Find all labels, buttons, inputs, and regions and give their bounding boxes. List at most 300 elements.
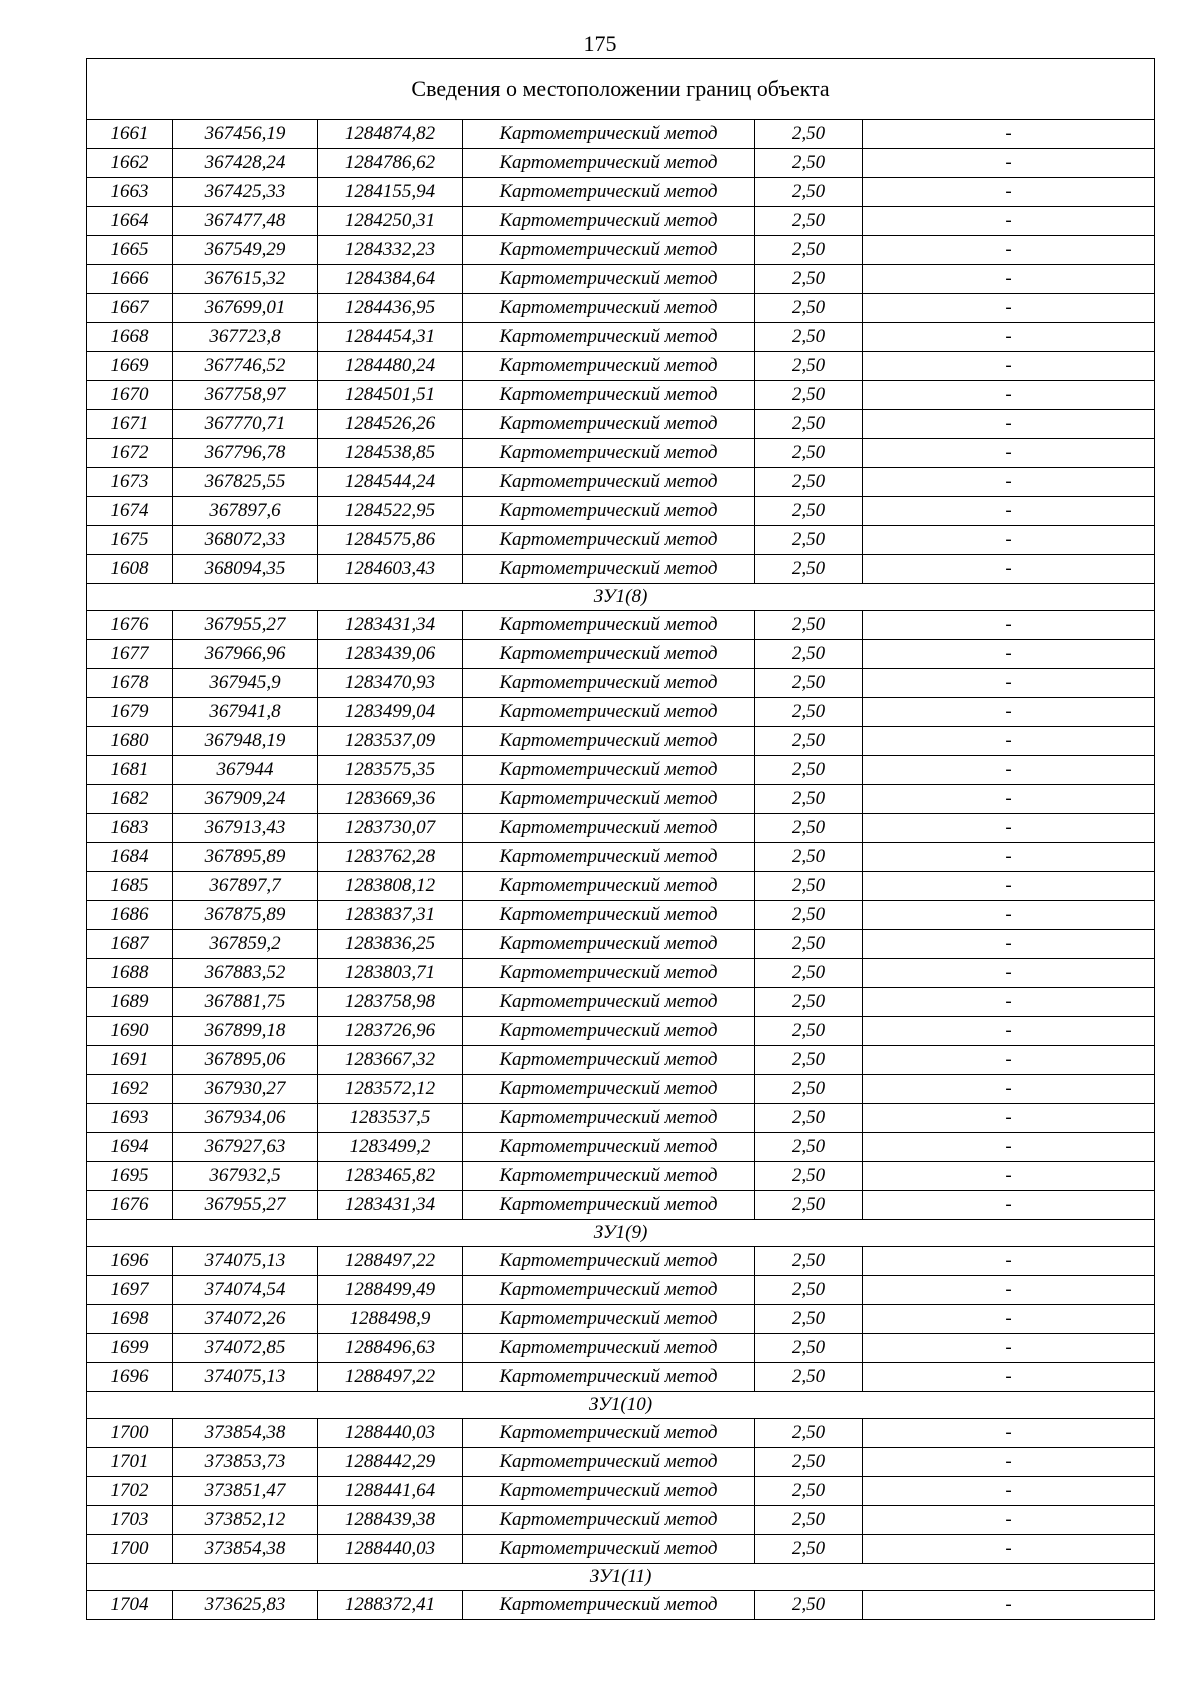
- x-coordinate-cell: 367549,29: [173, 236, 318, 265]
- accuracy-cell: 2,50: [755, 959, 863, 988]
- y-coordinate-cell: 1288496,63: [318, 1334, 463, 1363]
- description-cell: -: [863, 1133, 1155, 1162]
- table-row: [87, 1305, 1155, 1334]
- table-row: [87, 1448, 1155, 1477]
- point-number-cell: 1681: [87, 756, 173, 785]
- y-coordinate-cell: 1284544,24: [318, 468, 463, 497]
- method-cell: Картометрический метод: [463, 526, 755, 555]
- point-number-cell: 1665: [87, 236, 173, 265]
- accuracy-cell: 2,50: [755, 323, 863, 352]
- point-number-cell: 1690: [87, 1017, 173, 1046]
- description-cell: -: [863, 1305, 1155, 1334]
- table-row: [87, 1334, 1155, 1363]
- y-coordinate-cell: 1284603,43: [318, 555, 463, 584]
- description-cell: -: [863, 1419, 1155, 1448]
- accuracy-cell: 2,50: [755, 352, 863, 381]
- table-row: [87, 1162, 1155, 1191]
- method-cell: Картометрический метод: [463, 669, 755, 698]
- point-number-cell: 1696: [87, 1247, 173, 1276]
- table-row: [87, 1191, 1155, 1220]
- y-coordinate-cell: 1283470,93: [318, 669, 463, 698]
- table-title: Сведения о местоположении границ объекта: [87, 59, 1155, 120]
- table-row: [87, 611, 1155, 640]
- description-cell: -: [863, 555, 1155, 584]
- table-row: [87, 1046, 1155, 1075]
- method-cell: Картометрический метод: [463, 352, 755, 381]
- y-coordinate-cell: 1284332,23: [318, 236, 463, 265]
- y-coordinate-cell: 1283465,82: [318, 1162, 463, 1191]
- accuracy-cell: 2,50: [755, 1046, 863, 1075]
- accuracy-cell: 2,50: [755, 814, 863, 843]
- description-cell: -: [863, 959, 1155, 988]
- description-cell: -: [863, 1363, 1155, 1392]
- point-number-cell: 1692: [87, 1075, 173, 1104]
- x-coordinate-cell: 367897,6: [173, 497, 318, 526]
- method-cell: Картометрический метод: [463, 1046, 755, 1075]
- point-number-cell: 1683: [87, 814, 173, 843]
- y-coordinate-cell: 1288497,22: [318, 1247, 463, 1276]
- description-cell: -: [863, 872, 1155, 901]
- accuracy-cell: 2,50: [755, 930, 863, 959]
- description-cell: -: [863, 1591, 1155, 1620]
- accuracy-cell: 2,50: [755, 1506, 863, 1535]
- point-number-cell: 1699: [87, 1334, 173, 1363]
- point-number-cell: 1678: [87, 669, 173, 698]
- y-coordinate-cell: 1288498,9: [318, 1305, 463, 1334]
- x-coordinate-cell: 374074,54: [173, 1276, 318, 1305]
- description-cell: -: [863, 1276, 1155, 1305]
- point-number-cell: 1700: [87, 1535, 173, 1564]
- method-cell: Картометрический метод: [463, 410, 755, 439]
- method-cell: Картометрический метод: [463, 1191, 755, 1220]
- point-number-cell: 1672: [87, 439, 173, 468]
- table-row: [87, 526, 1155, 555]
- method-cell: Картометрический метод: [463, 1017, 755, 1046]
- point-number-cell: 1676: [87, 1191, 173, 1220]
- accuracy-cell: 2,50: [755, 178, 863, 207]
- accuracy-cell: 2,50: [755, 294, 863, 323]
- description-cell: -: [863, 207, 1155, 236]
- description-cell: -: [863, 1104, 1155, 1133]
- description-cell: -: [863, 149, 1155, 178]
- x-coordinate-cell: 374072,85: [173, 1334, 318, 1363]
- accuracy-cell: 2,50: [755, 149, 863, 178]
- table-row: [87, 381, 1155, 410]
- x-coordinate-cell: 374075,13: [173, 1363, 318, 1392]
- y-coordinate-cell: 1283537,09: [318, 727, 463, 756]
- point-number-cell: 1662: [87, 149, 173, 178]
- accuracy-cell: 2,50: [755, 1191, 863, 1220]
- table-row: [87, 669, 1155, 698]
- x-coordinate-cell: 367425,33: [173, 178, 318, 207]
- method-cell: Картометрический метод: [463, 640, 755, 669]
- y-coordinate-cell: 1283808,12: [318, 872, 463, 901]
- table-row: [87, 294, 1155, 323]
- table-row: [87, 1017, 1155, 1046]
- y-coordinate-cell: 1283572,12: [318, 1075, 463, 1104]
- table-row: [87, 439, 1155, 468]
- description-cell: -: [863, 669, 1155, 698]
- point-number-cell: 1694: [87, 1133, 173, 1162]
- method-cell: Картометрический метод: [463, 1276, 755, 1305]
- section-header-row: [87, 1564, 1155, 1591]
- method-cell: Картометрический метод: [463, 959, 755, 988]
- description-cell: -: [863, 120, 1155, 149]
- x-coordinate-cell: 367913,43: [173, 814, 318, 843]
- point-number-cell: 1666: [87, 265, 173, 294]
- method-cell: Картометрический метод: [463, 468, 755, 497]
- y-coordinate-cell: 1283803,71: [318, 959, 463, 988]
- accuracy-cell: 2,50: [755, 1276, 863, 1305]
- method-cell: Картометрический метод: [463, 1535, 755, 1564]
- table-row: [87, 1104, 1155, 1133]
- description-cell: -: [863, 1247, 1155, 1276]
- x-coordinate-cell: 367895,89: [173, 843, 318, 872]
- point-number-cell: 1685: [87, 872, 173, 901]
- accuracy-cell: 2,50: [755, 526, 863, 555]
- x-coordinate-cell: 367796,78: [173, 439, 318, 468]
- method-cell: Картометрический метод: [463, 814, 755, 843]
- y-coordinate-cell: 1284575,86: [318, 526, 463, 555]
- table-row: [87, 843, 1155, 872]
- y-coordinate-cell: 1288440,03: [318, 1419, 463, 1448]
- point-number-cell: 1691: [87, 1046, 173, 1075]
- y-coordinate-cell: 1288499,49: [318, 1276, 463, 1305]
- boundary-coordinates-table: [86, 58, 1155, 1620]
- point-number-cell: 1674: [87, 497, 173, 526]
- method-cell: Картометрический метод: [463, 727, 755, 756]
- method-cell: Картометрический метод: [463, 555, 755, 584]
- method-cell: Картометрический метод: [463, 901, 755, 930]
- x-coordinate-cell: 367723,8: [173, 323, 318, 352]
- table-row: [87, 1591, 1155, 1620]
- y-coordinate-cell: 1284538,85: [318, 439, 463, 468]
- accuracy-cell: 2,50: [755, 1334, 863, 1363]
- x-coordinate-cell: 367770,71: [173, 410, 318, 439]
- accuracy-cell: 2,50: [755, 265, 863, 294]
- table-row: [87, 785, 1155, 814]
- x-coordinate-cell: 367883,52: [173, 959, 318, 988]
- table-row: [87, 207, 1155, 236]
- accuracy-cell: 2,50: [755, 497, 863, 526]
- y-coordinate-cell: 1288442,29: [318, 1448, 463, 1477]
- accuracy-cell: 2,50: [755, 988, 863, 1017]
- page-number: 175: [583, 31, 617, 56]
- x-coordinate-cell: 374075,13: [173, 1247, 318, 1276]
- point-number-cell: 1701: [87, 1448, 173, 1477]
- point-number-cell: 1673: [87, 468, 173, 497]
- x-coordinate-cell: 373853,73: [173, 1448, 318, 1477]
- accuracy-cell: 2,50: [755, 640, 863, 669]
- y-coordinate-cell: 1284522,95: [318, 497, 463, 526]
- table-row: [87, 497, 1155, 526]
- x-coordinate-cell: 368072,33: [173, 526, 318, 555]
- point-number-cell: 1670: [87, 381, 173, 410]
- x-coordinate-cell: 368094,35: [173, 555, 318, 584]
- description-cell: -: [863, 843, 1155, 872]
- x-coordinate-cell: 367456,19: [173, 120, 318, 149]
- table-row: [87, 178, 1155, 207]
- section-header-row: [87, 1220, 1155, 1247]
- x-coordinate-cell: 367746,52: [173, 352, 318, 381]
- section-label: ЗУ1(9): [87, 1220, 1155, 1247]
- y-coordinate-cell: 1288441,64: [318, 1477, 463, 1506]
- table-row: [87, 1535, 1155, 1564]
- title-row: [87, 59, 1155, 120]
- point-number-cell: 1682: [87, 785, 173, 814]
- section-header-row: [87, 1392, 1155, 1419]
- description-cell: -: [863, 727, 1155, 756]
- table-row: [87, 323, 1155, 352]
- accuracy-cell: 2,50: [755, 410, 863, 439]
- x-coordinate-cell: 367944: [173, 756, 318, 785]
- point-number-cell: 1663: [87, 178, 173, 207]
- method-cell: Картометрический метод: [463, 756, 755, 785]
- accuracy-cell: 2,50: [755, 756, 863, 785]
- y-coordinate-cell: 1284501,51: [318, 381, 463, 410]
- table-row: [87, 930, 1155, 959]
- x-coordinate-cell: 367955,27: [173, 611, 318, 640]
- x-coordinate-cell: 367945,9: [173, 669, 318, 698]
- y-coordinate-cell: 1284436,95: [318, 294, 463, 323]
- description-cell: -: [863, 1477, 1155, 1506]
- x-coordinate-cell: 374072,26: [173, 1305, 318, 1334]
- method-cell: Картометрический метод: [463, 323, 755, 352]
- point-number-cell: 1700: [87, 1419, 173, 1448]
- y-coordinate-cell: 1283537,5: [318, 1104, 463, 1133]
- method-cell: Картометрический метод: [463, 381, 755, 410]
- table-row: [87, 236, 1155, 265]
- description-cell: -: [863, 1162, 1155, 1191]
- accuracy-cell: 2,50: [755, 1419, 863, 1448]
- description-cell: -: [863, 410, 1155, 439]
- y-coordinate-cell: 1284874,82: [318, 120, 463, 149]
- y-coordinate-cell: 1284480,24: [318, 352, 463, 381]
- method-cell: Картометрический метод: [463, 1104, 755, 1133]
- method-cell: Картометрический метод: [463, 1305, 755, 1334]
- method-cell: Картометрический метод: [463, 611, 755, 640]
- point-number-cell: 1677: [87, 640, 173, 669]
- description-cell: -: [863, 785, 1155, 814]
- description-cell: -: [863, 611, 1155, 640]
- accuracy-cell: 2,50: [755, 1363, 863, 1392]
- point-number-cell: 1684: [87, 843, 173, 872]
- method-cell: Картометрический метод: [463, 207, 755, 236]
- description-cell: -: [863, 178, 1155, 207]
- x-coordinate-cell: 373854,38: [173, 1535, 318, 1564]
- description-cell: -: [863, 1075, 1155, 1104]
- accuracy-cell: 2,50: [755, 468, 863, 497]
- description-cell: -: [863, 497, 1155, 526]
- x-coordinate-cell: 367932,5: [173, 1162, 318, 1191]
- description-cell: -: [863, 526, 1155, 555]
- method-cell: Картометрический метод: [463, 988, 755, 1017]
- table-row: [87, 1363, 1155, 1392]
- x-coordinate-cell: 367948,19: [173, 727, 318, 756]
- table-row: [87, 727, 1155, 756]
- description-cell: -: [863, 1046, 1155, 1075]
- accuracy-cell: 2,50: [755, 555, 863, 584]
- y-coordinate-cell: 1283431,34: [318, 611, 463, 640]
- point-number-cell: 1680: [87, 727, 173, 756]
- table-row: [87, 1075, 1155, 1104]
- description-cell: -: [863, 1448, 1155, 1477]
- y-coordinate-cell: 1283431,34: [318, 1191, 463, 1220]
- x-coordinate-cell: 367881,75: [173, 988, 318, 1017]
- accuracy-cell: 2,50: [755, 439, 863, 468]
- description-cell: -: [863, 640, 1155, 669]
- point-number-cell: 1695: [87, 1162, 173, 1191]
- accuracy-cell: 2,50: [755, 1162, 863, 1191]
- method-cell: Картометрический метод: [463, 843, 755, 872]
- method-cell: Картометрический метод: [463, 294, 755, 323]
- section-label: ЗУ1(10): [87, 1392, 1155, 1419]
- accuracy-cell: 2,50: [755, 1535, 863, 1564]
- table-row: [87, 988, 1155, 1017]
- method-cell: Картометрический метод: [463, 1162, 755, 1191]
- accuracy-cell: 2,50: [755, 236, 863, 265]
- description-cell: -: [863, 756, 1155, 785]
- y-coordinate-cell: 1288439,38: [318, 1506, 463, 1535]
- point-number-cell: 1689: [87, 988, 173, 1017]
- y-coordinate-cell: 1283837,31: [318, 901, 463, 930]
- section-header-row: [87, 584, 1155, 611]
- x-coordinate-cell: 367941,8: [173, 698, 318, 727]
- x-coordinate-cell: 367859,2: [173, 930, 318, 959]
- description-cell: -: [863, 439, 1155, 468]
- method-cell: Картометрический метод: [463, 1334, 755, 1363]
- table-row: [87, 1419, 1155, 1448]
- method-cell: Картометрический метод: [463, 1591, 755, 1620]
- method-cell: Картометрический метод: [463, 872, 755, 901]
- y-coordinate-cell: 1283439,06: [318, 640, 463, 669]
- y-coordinate-cell: 1288372,41: [318, 1591, 463, 1620]
- table-row: [87, 901, 1155, 930]
- method-cell: Картометрический метод: [463, 1419, 755, 1448]
- x-coordinate-cell: 367615,32: [173, 265, 318, 294]
- point-number-cell: 1704: [87, 1591, 173, 1620]
- point-number-cell: 1693: [87, 1104, 173, 1133]
- x-coordinate-cell: 373625,83: [173, 1591, 318, 1620]
- x-coordinate-cell: 367825,55: [173, 468, 318, 497]
- table-row: [87, 149, 1155, 178]
- x-coordinate-cell: 367758,97: [173, 381, 318, 410]
- table-row: [87, 1506, 1155, 1535]
- y-coordinate-cell: 1283726,96: [318, 1017, 463, 1046]
- table-row: [87, 1477, 1155, 1506]
- point-number-cell: 1703: [87, 1506, 173, 1535]
- x-coordinate-cell: 367895,06: [173, 1046, 318, 1075]
- table-row: [87, 1133, 1155, 1162]
- y-coordinate-cell: 1283499,04: [318, 698, 463, 727]
- description-cell: -: [863, 468, 1155, 497]
- point-number-cell: 1696: [87, 1363, 173, 1392]
- table-row: [87, 265, 1155, 294]
- x-coordinate-cell: 367897,7: [173, 872, 318, 901]
- point-number-cell: 1697: [87, 1276, 173, 1305]
- description-cell: -: [863, 294, 1155, 323]
- method-cell: Картометрический метод: [463, 1363, 755, 1392]
- accuracy-cell: 2,50: [755, 1305, 863, 1334]
- table-row: [87, 468, 1155, 497]
- y-coordinate-cell: 1284454,31: [318, 323, 463, 352]
- y-coordinate-cell: 1283669,36: [318, 785, 463, 814]
- method-cell: Картометрический метод: [463, 120, 755, 149]
- accuracy-cell: 2,50: [755, 843, 863, 872]
- point-number-cell: 1608: [87, 555, 173, 584]
- section-label: ЗУ1(11): [87, 1564, 1155, 1591]
- point-number-cell: 1679: [87, 698, 173, 727]
- description-cell: -: [863, 988, 1155, 1017]
- point-number-cell: 1667: [87, 294, 173, 323]
- y-coordinate-cell: 1283499,2: [318, 1133, 463, 1162]
- x-coordinate-cell: 367966,96: [173, 640, 318, 669]
- description-cell: -: [863, 265, 1155, 294]
- table-row: [87, 814, 1155, 843]
- accuracy-cell: 2,50: [755, 1591, 863, 1620]
- accuracy-cell: 2,50: [755, 669, 863, 698]
- point-number-cell: 1688: [87, 959, 173, 988]
- table-row: [87, 1247, 1155, 1276]
- y-coordinate-cell: 1283575,35: [318, 756, 463, 785]
- description-cell: -: [863, 1506, 1155, 1535]
- x-coordinate-cell: 367428,24: [173, 149, 318, 178]
- point-number-cell: 1675: [87, 526, 173, 555]
- method-cell: Картометрический метод: [463, 785, 755, 814]
- description-cell: -: [863, 1535, 1155, 1564]
- accuracy-cell: 2,50: [755, 1133, 863, 1162]
- method-cell: Картометрический метод: [463, 149, 755, 178]
- table-row: [87, 1276, 1155, 1305]
- x-coordinate-cell: 367477,48: [173, 207, 318, 236]
- method-cell: Картометрический метод: [463, 265, 755, 294]
- table-row: [87, 959, 1155, 988]
- point-number-cell: 1698: [87, 1305, 173, 1334]
- method-cell: Картометрический метод: [463, 439, 755, 468]
- x-coordinate-cell: 367934,06: [173, 1104, 318, 1133]
- accuracy-cell: 2,50: [755, 381, 863, 410]
- y-coordinate-cell: 1283667,32: [318, 1046, 463, 1075]
- description-cell: -: [863, 323, 1155, 352]
- accuracy-cell: 2,50: [755, 698, 863, 727]
- method-cell: Картометрический метод: [463, 698, 755, 727]
- x-coordinate-cell: 367930,27: [173, 1075, 318, 1104]
- description-cell: -: [863, 698, 1155, 727]
- accuracy-cell: 2,50: [755, 120, 863, 149]
- point-number-cell: 1687: [87, 930, 173, 959]
- method-cell: Картометрический метод: [463, 236, 755, 265]
- y-coordinate-cell: 1284250,31: [318, 207, 463, 236]
- table-body: [87, 59, 1155, 1620]
- point-number-cell: 1676: [87, 611, 173, 640]
- y-coordinate-cell: 1283758,98: [318, 988, 463, 1017]
- table-row: [87, 352, 1155, 381]
- table-row: [87, 640, 1155, 669]
- method-cell: Картометрический метод: [463, 1506, 755, 1535]
- description-cell: -: [863, 352, 1155, 381]
- table-row: [87, 756, 1155, 785]
- point-number-cell: 1661: [87, 120, 173, 149]
- point-number-cell: 1702: [87, 1477, 173, 1506]
- table-row: [87, 410, 1155, 439]
- x-coordinate-cell: 367875,89: [173, 901, 318, 930]
- description-cell: -: [863, 814, 1155, 843]
- method-cell: Картометрический метод: [463, 497, 755, 526]
- y-coordinate-cell: 1288497,22: [318, 1363, 463, 1392]
- accuracy-cell: 2,50: [755, 1017, 863, 1046]
- accuracy-cell: 2,50: [755, 872, 863, 901]
- y-coordinate-cell: 1283762,28: [318, 843, 463, 872]
